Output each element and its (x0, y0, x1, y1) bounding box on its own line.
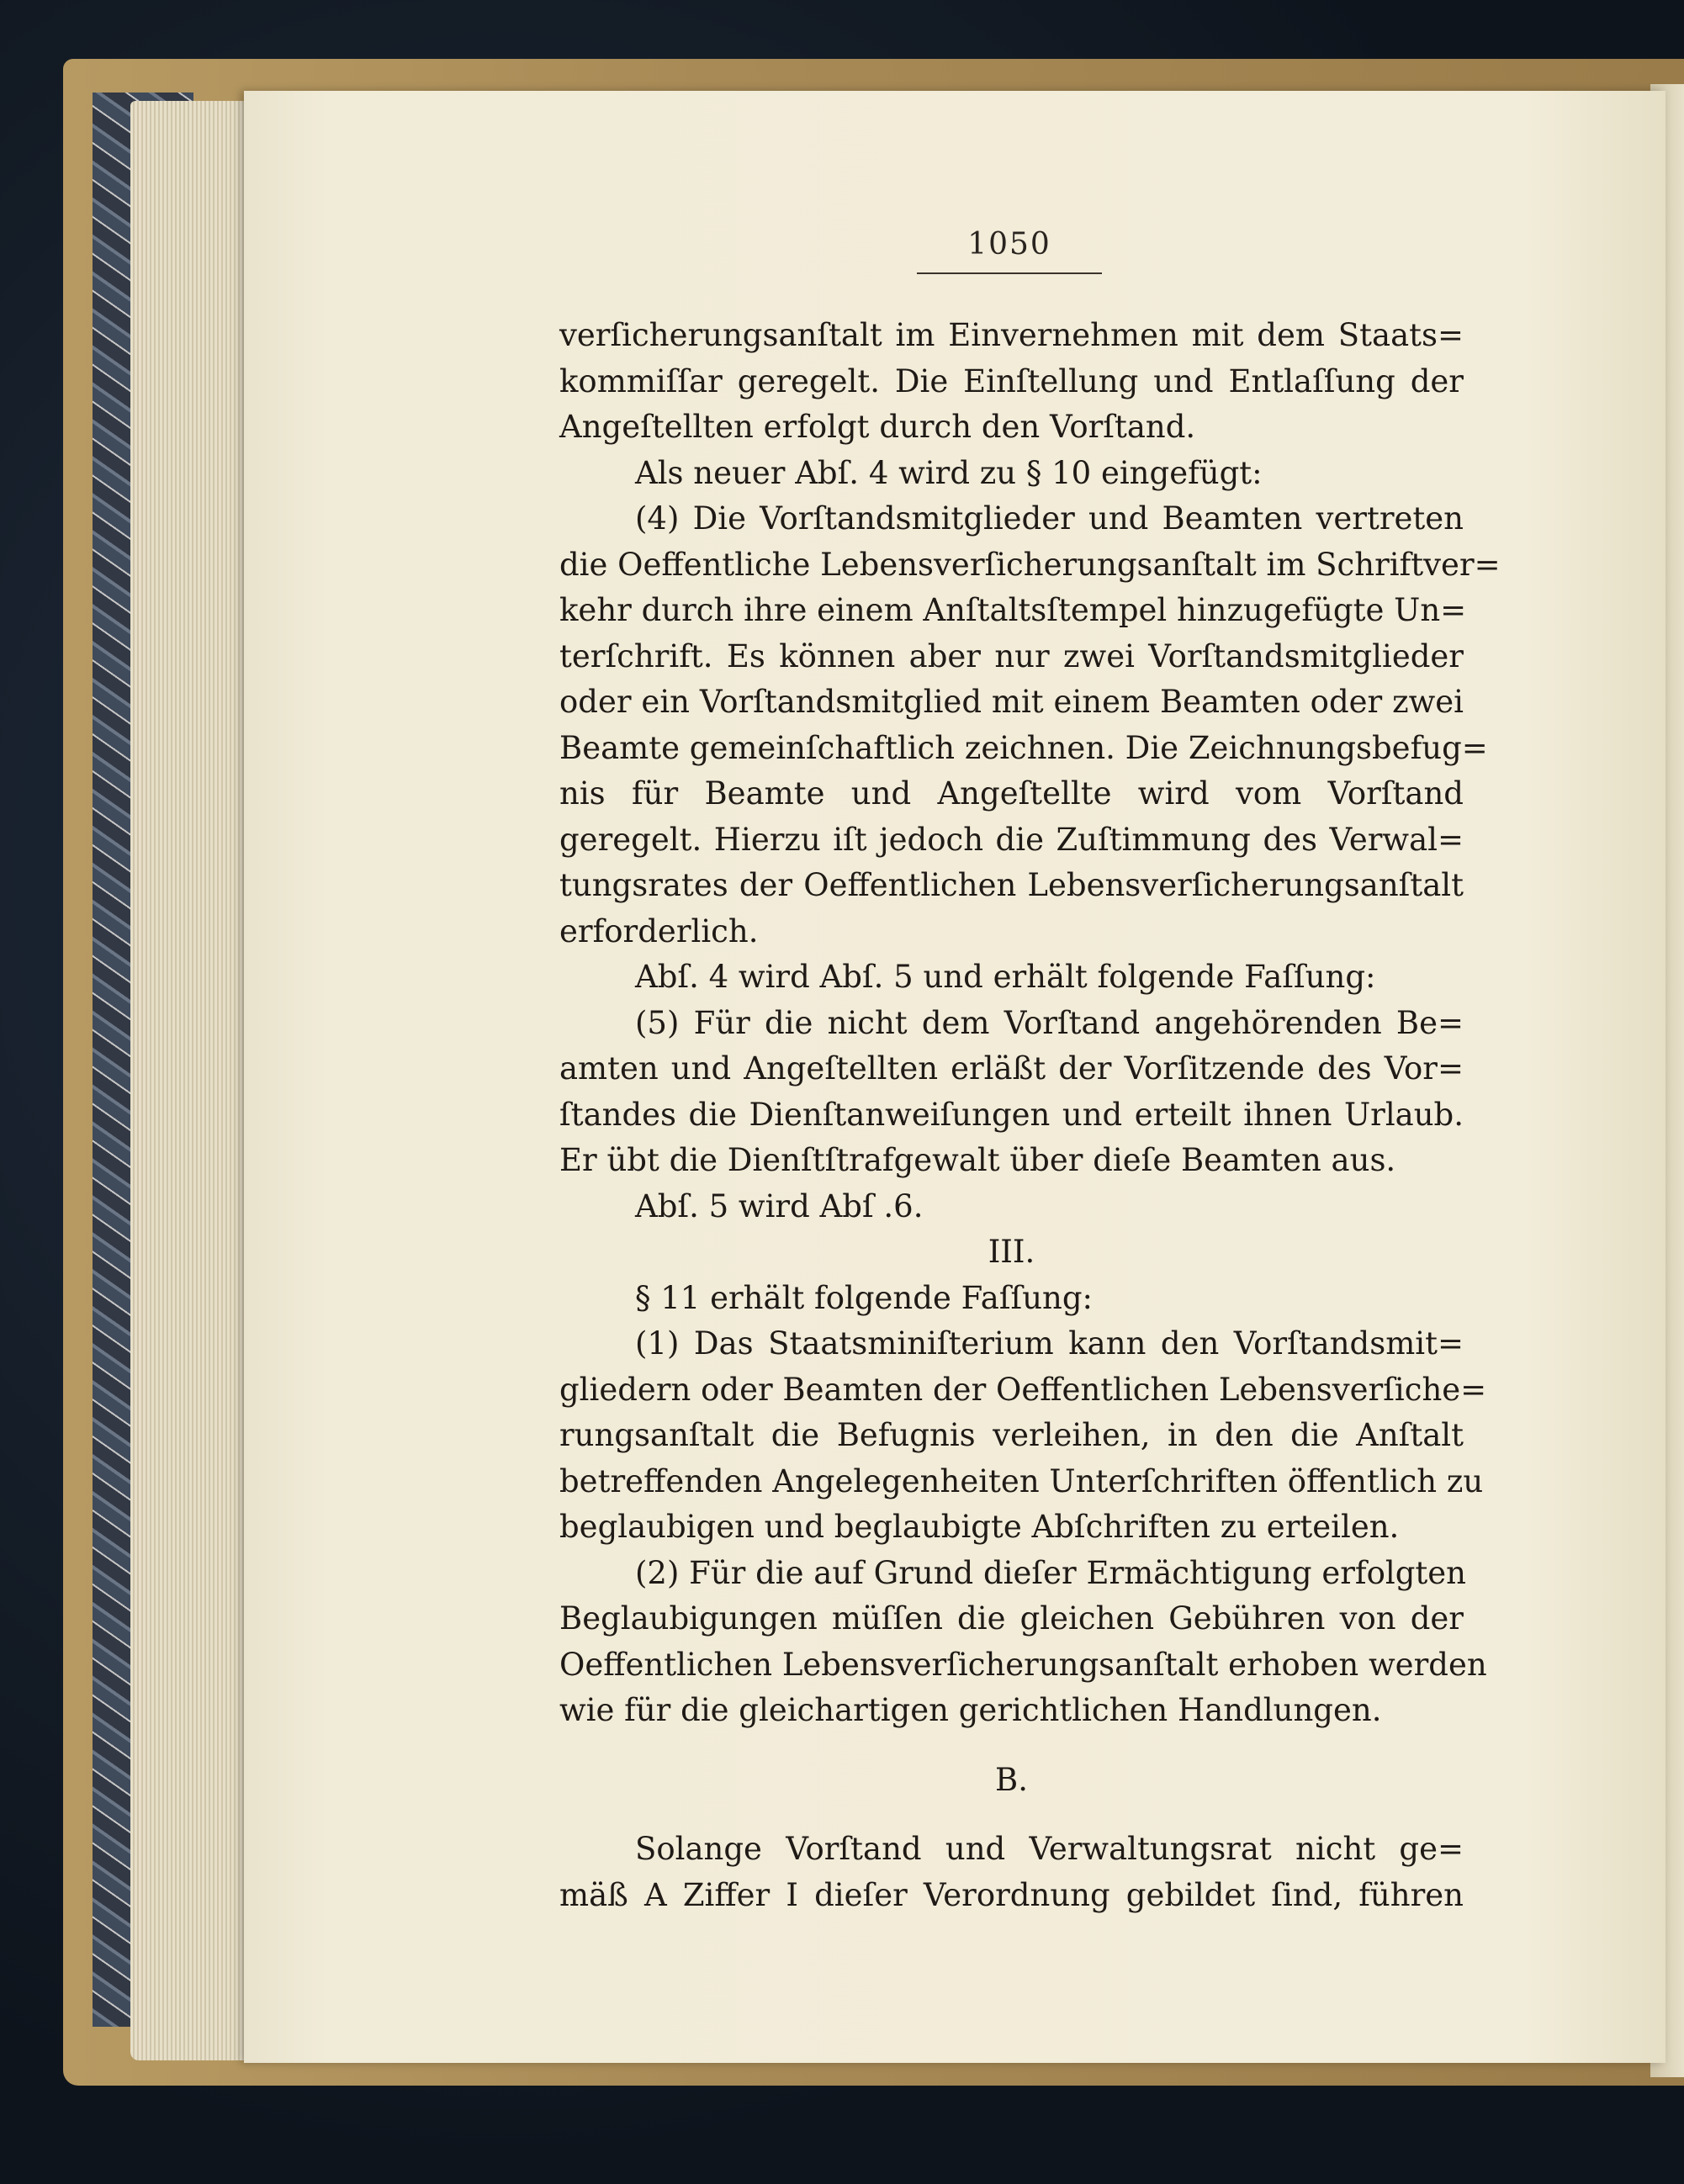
text-line: mäß A Ziffer I dieſer Verordnung gebildet ſind, führen (559, 1876, 1464, 1913)
text-line: wie für die gleichartigen gerichtlichen Handlungen. (559, 1692, 1382, 1728)
text-line: beglaubigen und beglaubigte Abſchriften zu erteilen. (559, 1509, 1400, 1545)
text-line: § 11 erhält folgende Faſſung: (635, 1279, 1094, 1316)
text-line: tungsrates der Oeffentlichen Lebensverſicherungsanſtalt (559, 867, 1464, 903)
text-line: die Oeffentliche Lebensverſicherungsanſtalt im Schriftver= (559, 546, 1501, 583)
header-rule (917, 272, 1102, 274)
text-line: Als neuer Abſ. 4 wird zu § 10 eingefügt: (635, 454, 1263, 491)
text-line: Abſ. 4 wird Abſ. 5 und erhält folgende Faſſung: (635, 959, 1376, 995)
text-line: Oeffentlichen Lebensverſicherungsanſtalt erhoben werden (559, 1646, 1487, 1683)
section-heading: III. (988, 1234, 1035, 1270)
text-line: geregelt. Hierzu iſt jedoch die Zuſtimmung des Verwal= (559, 821, 1464, 858)
text-line: amten und Angeſtellten erläßt der Vorſitzende des Vor= (559, 1050, 1464, 1087)
text-line: ſtandes die Dienſtanweiſungen und erteilt ihnen Urlaub. (559, 1096, 1464, 1133)
text-line: nis für Beamte und Angeſtellte wird vom Vorſtand (559, 775, 1464, 812)
text-line: kommiſſar geregelt. Die Einſtellung und Entlaſſung der (559, 362, 1464, 399)
page-header (917, 227, 1102, 278)
text-line: Beamte gemeinſchaftlich zeichnen. Die Zeichnungsbefug= (559, 729, 1488, 766)
text-line: terſchrift. Es können aber nur zwei Vorſtandsmitglieder (559, 637, 1464, 674)
text-line: oder ein Vorſtandsmitglied mit einem Beamten oder zwei (559, 684, 1464, 720)
text-line: Solange Vorſtand und Verwaltungsrat nicht ge= (635, 1831, 1464, 1867)
page-edges (130, 101, 257, 2060)
section-heading: B. (995, 1761, 1028, 1798)
text-line: gliedern oder Beamten der Oeffentlichen Lebensverſiche= (559, 1371, 1487, 1408)
text-line: (1) Das Staatsminiſterium kann den Vorſtandsmit= (635, 1325, 1464, 1362)
text-line: betreffenden Angelegenheiten Unterſchriften öffentlich zu (559, 1462, 1484, 1499)
text-line: Angeſtellten erfolgt durch den Vorſtand. (559, 409, 1196, 445)
page-number: 1050 (967, 227, 1051, 262)
spacer (559, 1734, 1464, 1758)
text-line: erforderlich. (559, 912, 759, 949)
text-line: (4) Die Vorſtandsmitglieder und Beamten vertreten (635, 500, 1464, 537)
text-line: verſicherungsanſtalt im Einvernehmen mit dem Staats= (559, 317, 1464, 353)
text-line: Abſ. 5 wird Abſ .6. (635, 1187, 924, 1224)
text-line: (5) Für die nicht dem Vorſtand angehörenden Be= (635, 1004, 1464, 1041)
text-line: rungsanſtalt die Befugnis verleihen, in den die Anſtalt (559, 1417, 1464, 1453)
text-line: (2) Für die auf Grund dieſer Ermächtigung erfolgten (635, 1554, 1466, 1591)
text-line: Er übt die Dienſtſtrafgewalt über dieſe Beamten aus. (559, 1142, 1396, 1178)
text-line: Beglaubigungen müſſen die gleichen Gebühren von der (559, 1600, 1464, 1637)
spacer (559, 1803, 1464, 1827)
body-text (559, 313, 1501, 1918)
text-line: kehr durch ihre einem Anſtaltsſtempel hinzugefügte Un= (559, 592, 1467, 628)
